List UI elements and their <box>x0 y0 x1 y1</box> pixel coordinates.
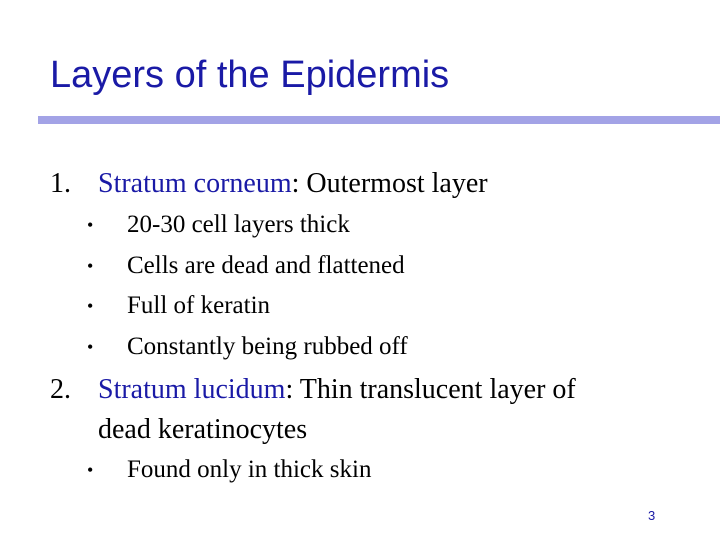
item-description-line2: dead keratinocytes <box>98 414 308 445</box>
bullet-text: Constantly being rubbed off <box>127 333 408 360</box>
bullet-item <box>87 251 607 281</box>
page-number: 3 <box>648 508 656 523</box>
item-term: Stratum lucidum <box>98 374 286 405</box>
item-description: Thin translucent layer of <box>299 374 576 405</box>
item-heading <box>98 167 488 201</box>
bullet-text: Found only in thick skin <box>127 456 372 483</box>
item-number: 1. <box>50 168 71 199</box>
bullet-text: Cells are dead and flattened <box>127 252 405 279</box>
slide-title: Layers of the Epidermis <box>50 54 450 96</box>
bullet-item <box>87 332 607 362</box>
item-separator: : <box>285 374 300 405</box>
item-description: Outermost layer <box>306 168 488 199</box>
item-separator: : <box>291 168 307 199</box>
bullet-item <box>87 455 607 485</box>
bullet-item <box>87 291 607 321</box>
list-item-2 <box>50 373 690 447</box>
bullet-text: Full of keratin <box>127 292 271 319</box>
item-term: Stratum corneum <box>98 168 292 199</box>
title-divider <box>38 116 720 124</box>
bullet-icon: • <box>87 337 94 357</box>
bullet-icon: • <box>87 460 94 480</box>
item-number: 2. <box>50 374 71 405</box>
list-item-1 <box>50 167 650 201</box>
bullet-icon: • <box>87 215 94 235</box>
bullet-icon: • <box>87 296 94 316</box>
bullet-item <box>87 210 607 240</box>
bullet-icon: • <box>87 256 94 276</box>
bullet-text: 20-30 cell layers thick <box>127 211 350 238</box>
item-heading <box>98 373 576 407</box>
